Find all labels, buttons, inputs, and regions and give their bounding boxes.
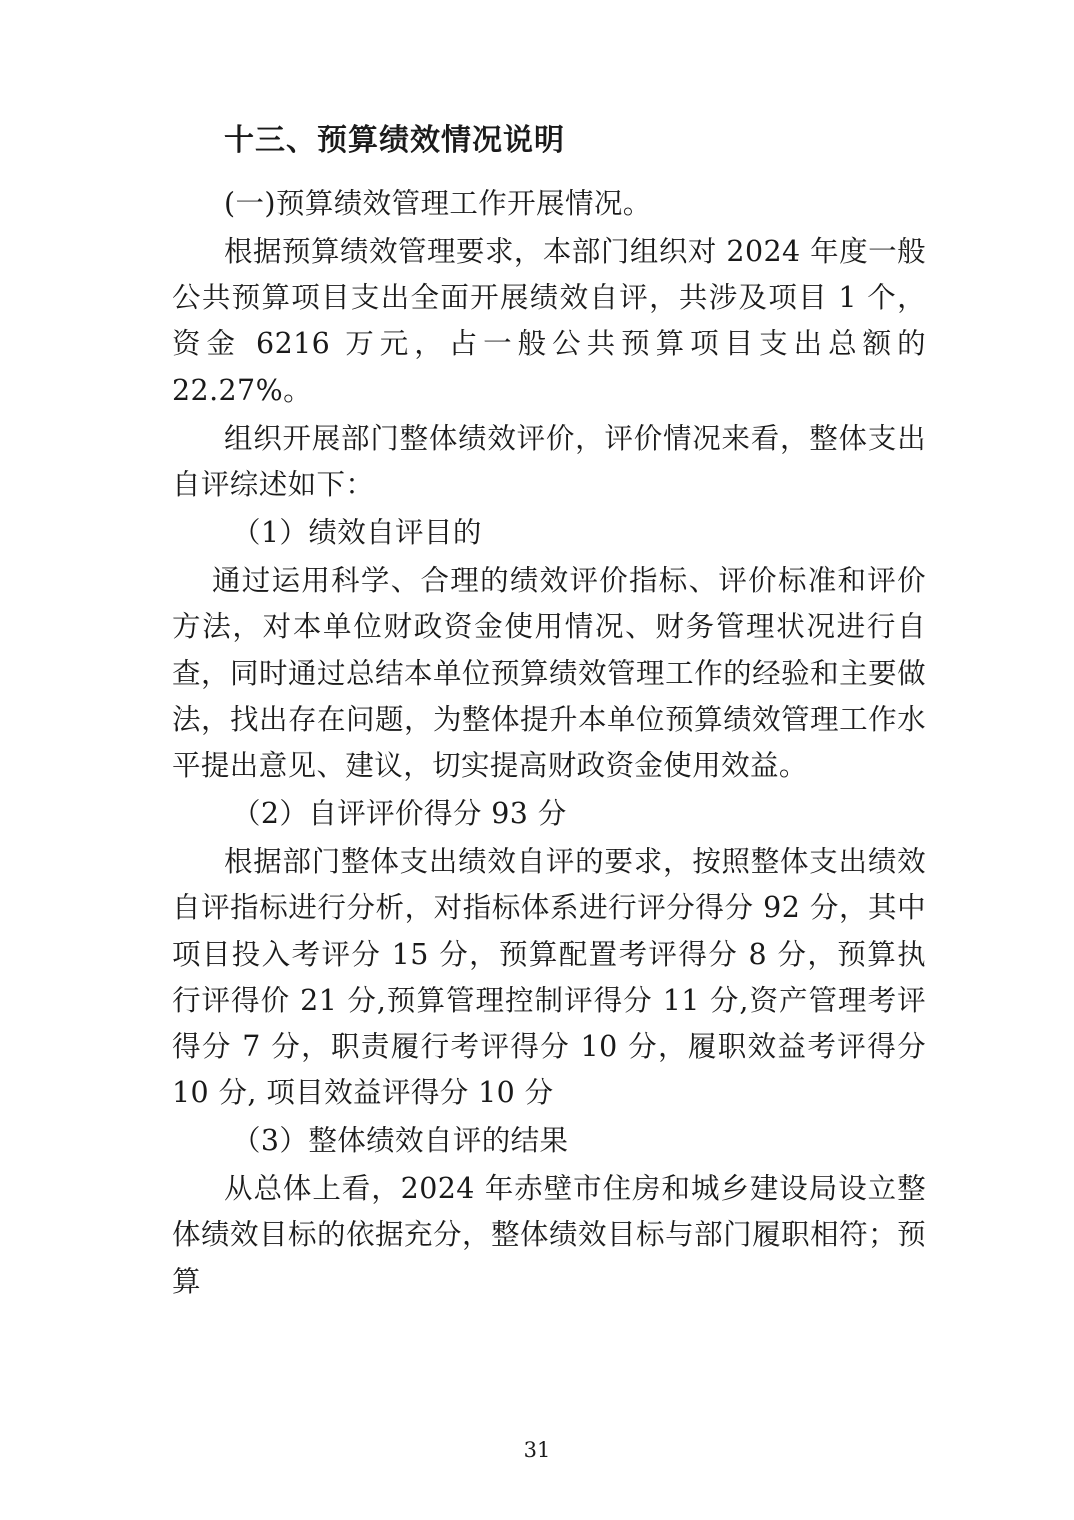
section-heading: 十三、预算绩效情况说明 xyxy=(224,123,565,158)
list-item-1-heading: （1）绩效自评目的 xyxy=(232,516,482,550)
page-number: 31 xyxy=(523,1438,551,1462)
document-body xyxy=(172,118,926,1305)
list-item-3-heading: （3）整体绩效自评的结果 xyxy=(232,1124,569,1158)
list-item-2-heading: （2）自评评价得分 93 分 xyxy=(232,797,567,831)
paragraph-5: 从总体上看，2024 年赤壁市住房和城乡建设局设立整体绩效目标的依据充分，整体绩效目标与部门履职相符；预算 xyxy=(172,1172,926,1298)
paragraph-3: 通过运用科学、合理的绩效评价指标、评价标准和评价方法，对本单位财政资金使用情况、财务管理状况进行自查，同时通过总结本单位预算绩效管理工作的经验和主要做法，找出存在问题，为整体提升本单位预算绩效管理工作水平提出意见、建议，切实提高财政资金使用效益。 xyxy=(172,564,926,782)
paragraph-1: 根据预算绩效管理要求，本部门组织对 2024 年度一般公共预算项目支出全面开展绩效自评，共涉及项目 1 个，资金 6216 万元，占一般公共预算项目支出总额的 22.27%。 xyxy=(172,235,926,407)
paragraph-2: 组织开展部门整体绩效评价，评价情况来看，整体支出自评综述如下： xyxy=(172,421,926,501)
subsection-heading: (一)预算绩效管理工作开展情况。 xyxy=(224,187,652,220)
paragraph-4: 根据部门整体支出绩效自评的要求，按照整体支出绩效自评指标进行分析，对指标体系进行评分得分 92 分，其中项目投入考评分 15 分，预算配置考评得分 8 分，预算执行评得价 21 分,预算管理控制评得分 11 分,资产管理考评得分 7 分，职责履行考评得分 10 分，履职效益考评得分 10 分, 项目效益评得分 10 分 xyxy=(172,845,926,1109)
